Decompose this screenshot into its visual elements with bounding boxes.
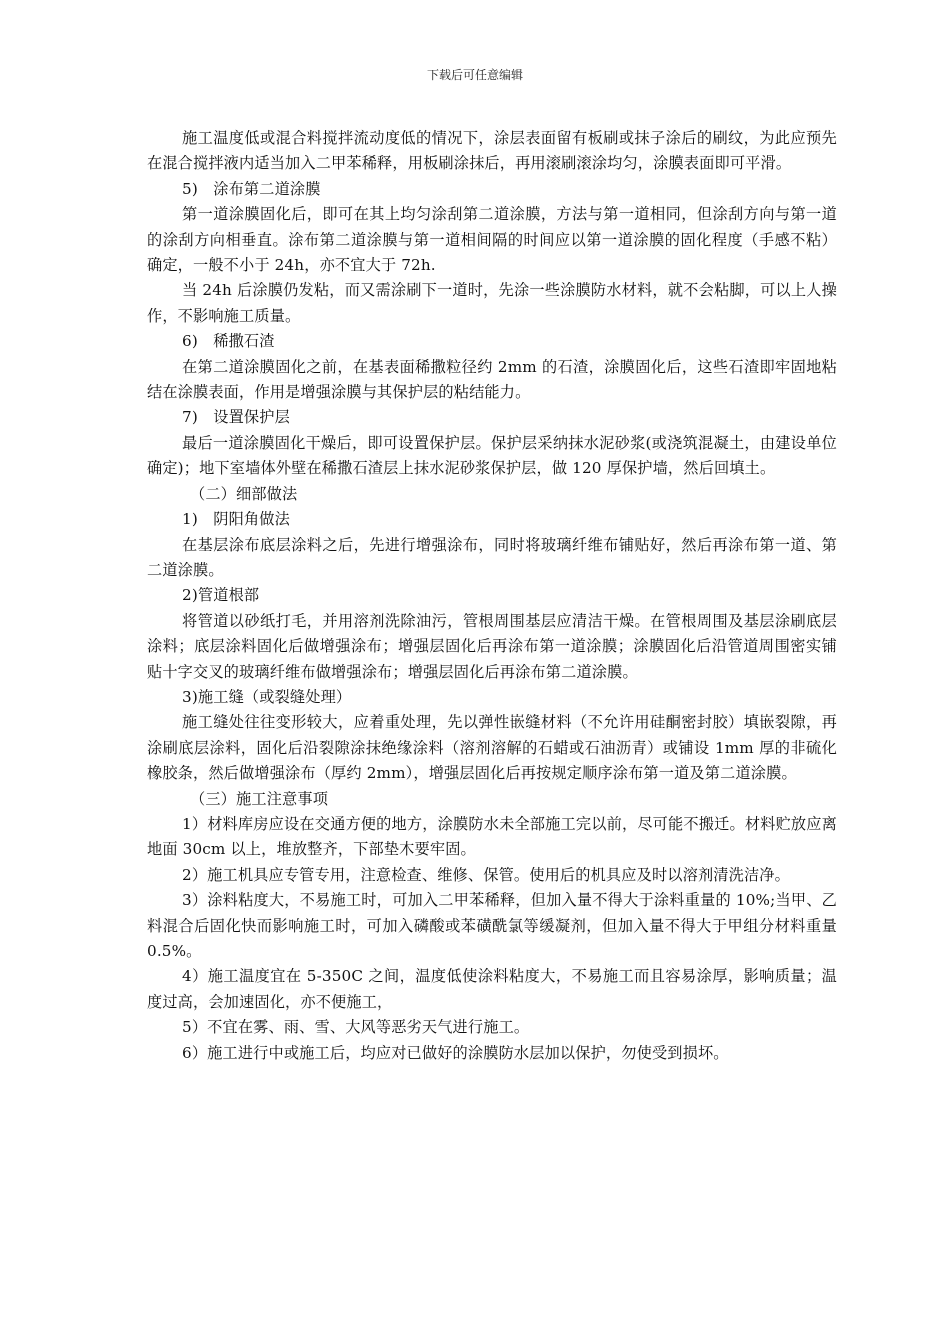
paragraph: 在第二道涂膜固化之前，在基表面稀撒粒径约 2mm 的石渣，涂膜固化后，这些石渣即牢固地粘结在涂膜表面，作用是增强涂膜与其保护层的粘结能力。	[147, 357, 837, 402]
paragraph: 当 24h 后涂膜仍发粘，而又需涂刷下一道时，先涂一些涂膜防水材料，就不会粘脚，可以上人操作，不影响施工质量。	[147, 281, 837, 325]
list-item: 1）材料库房应设在交通方便的地方，涂膜防水未全部施工完以前，尽可能不搬迁。材料贮放应离地面 30cm 以上，堆放整齐，下部垫木要牢固。	[147, 814, 837, 859]
section-heading: 3)施工缝（或裂缝处理）	[182, 687, 352, 706]
paragraph: 最后一道涂膜固化干燥后，即可设置保护层。保护层采纳抹水泥砂浆(或浇筑混凝土，由建设单位确定)；地下室墙体外壁在稀撒石渣层上抹水泥砂浆保护层，做 120 厚保护墙，然后回填土。	[147, 433, 837, 478]
paragraph: 在基层涂布底层涂料之后，先进行增强涂布，同时将玻璃纤维布铺贴好，然后再涂布第一道、第二道涂膜。	[147, 535, 837, 579]
list-item: 6）施工进行中或施工后，均应对已做好的涂膜防水层加以保护，勿使受到损坏。	[182, 1043, 729, 1062]
section-heading: 1) 阴阳角做法	[182, 510, 290, 529]
section-heading: 7) 设置保护层	[182, 408, 290, 427]
list-item: 3）涂料粘度大，不易施工时，可加入二甲苯稀释，但加入量不得大于涂料重量的 10%;当甲、乙料混合后固化快而影响施工时，可加入磷酸或苯磺酰氯等缓凝剂，但加入量不得大于甲组分材料重量 0.5%。	[147, 891, 837, 960]
page-header: 下载后可任意编辑	[426, 68, 523, 82]
list-item: 5）不宜在雾、雨、雪、大风等恶劣天气进行施工。	[182, 1018, 530, 1037]
paragraph: 将管道以砂纸打毛，并用溶剂洗除油污，管根周围基层应清洁干燥。在管根周围及基层涂刷底层涂料；底层涂料固化后做增强涂布；增强层固化后再涂布第一道涂膜；涂膜固化后沿管道周围密实铺贴十字交叉的玻璃纤维布做增强涂布；增强层固化后再涂布第二道涂膜。	[147, 611, 837, 681]
list-item: 4）施工温度宜在 5-350C 之间，温度低使涂料粘度大，不易施工而且容易涂厚，影响质量；温度过高，会加速固化，亦不便施工，	[147, 967, 837, 1011]
chapter-heading: （二）细部做法	[190, 484, 298, 503]
paragraph: 第一道涂膜固化后，即可在其上均匀涂刮第二道涂膜，方法与第一道相同，但涂刮方向与第一道的涂刮方向相垂直。涂布第二道涂膜与第一道相间隔的时间应以第一道涂膜的固化程度（手感不粘）确定，一般不小于 24h，亦不宜大于 72h.	[147, 205, 837, 275]
document-body	[147, 126, 837, 1066]
list-item: 2）施工机具应专管专用，注意检查、维修、保管。使用后的机具应及时以溶剂清洗洁净。	[182, 865, 790, 884]
section-heading: 2)管道根部	[182, 586, 260, 605]
section-heading: 5) 涂布第二道涂膜	[182, 179, 321, 198]
paragraph: 施工缝处往往变形较大，应着重处理，先以弹性嵌缝材料（不允许用硅酮密封胶）填嵌裂隙，再涂刷底层涂料，固化后沿裂隙涂抹绝缘涂料（溶剂溶解的石蜡或石油沥青）或铺设 1mm 厚的非硫化橡胶条，然后做增强涂布（厚约 2mm），增强层固化后再按规定顺序涂布第一道及第二道涂膜。	[147, 713, 837, 783]
chapter-heading: （三）施工注意事项	[190, 789, 329, 808]
section-heading: 6) 稀撒石渣	[182, 332, 275, 351]
paragraph: 施工温度低或混合料搅拌流动度低的情况下，涂层表面留有板刷或抹子涂后的刷纹，为此应预先在混合搅拌液内适当加入二甲苯稀释，用板刷涂抹后，再用滚刷滚涂均匀，涂膜表面即可平滑。	[147, 129, 837, 173]
